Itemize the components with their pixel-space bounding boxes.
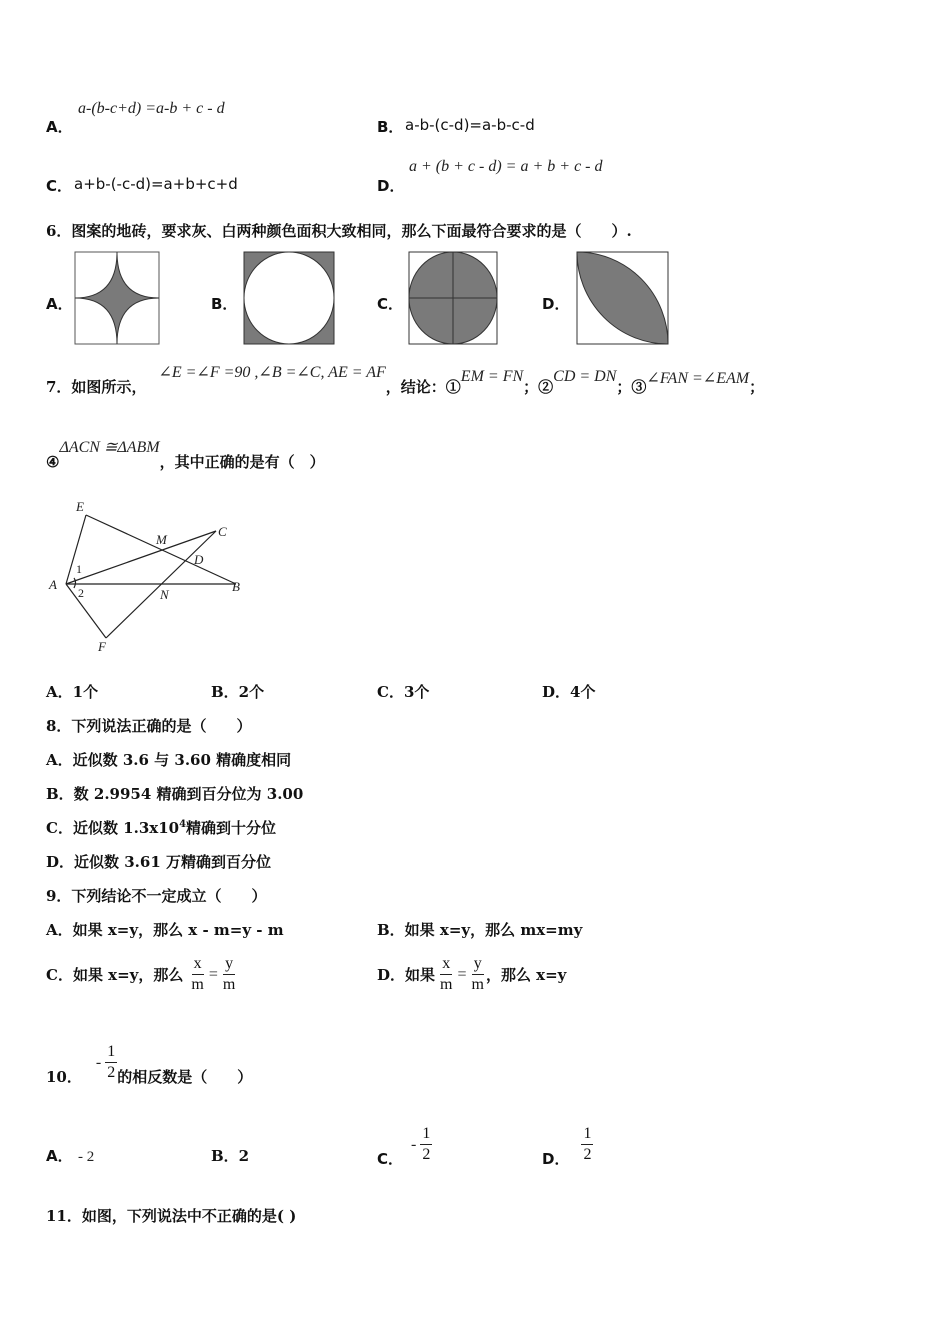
q9-option-d-post: ，那么 x=y [485, 966, 567, 984]
q5-option-a-label: A． [46, 118, 73, 136]
q6-tile-b-circle-in-square[interactable] [243, 251, 335, 345]
q8-option-c[interactable] [46, 817, 276, 838]
q7-given-conditions: ∠E =∠F =90 ,∠B =∠C, AE = AF [158, 364, 386, 381]
q7-tail: ，其中正确的是有（ ） [159, 453, 325, 471]
q9-option-c-frac-left: $\frac{x}{m}$ [191, 955, 204, 993]
q8-stem: 8．下列说法正确的是（ ） [46, 717, 252, 735]
q7-label-a: A [49, 577, 57, 592]
q5-option-b-expr: a-b-(c-d)=a-b-c-d [405, 116, 535, 134]
q10-tail: 的相反数是（ ） [117, 1068, 253, 1086]
q7-angle-1: 1 [76, 562, 82, 576]
q9-option-d-pre: D．如果 [377, 966, 436, 984]
q10-option-b[interactable]: B．2 [211, 1147, 250, 1165]
q8-option-c-post: 精确到十分位 [186, 819, 277, 837]
q7-prefix: 7．如图所示， [46, 378, 147, 396]
q6-option-b-label: B． [211, 295, 238, 313]
q9-option-c-frac-right: $\frac{y}{m}$ [222, 955, 236, 993]
q10-stem [46, 1038, 252, 1087]
q7-circle-4: ④ [46, 453, 60, 471]
q7-sep-4: ； [749, 378, 765, 396]
q7-geometry-figure [44, 494, 254, 654]
q5-option-d-label: D． [377, 177, 405, 195]
q6-option-c-label: C． [377, 295, 404, 313]
q7-option-a[interactable]: A．1个 [46, 683, 99, 701]
q8-option-b[interactable]: B．数 2.9954 精确到百分位为 3.00 [46, 785, 304, 803]
q7-conclusion-4: ΔACN ≅ΔABM [59, 439, 160, 456]
q11-stem: 11．如图，下列说法中不正确的是( ) [46, 1207, 297, 1225]
q7-conclusion-2: CD = DN [553, 368, 617, 385]
q9-option-c[interactable] [46, 954, 237, 995]
q10-option-a-value: - 2 [78, 1149, 95, 1165]
q7-sep-2: ；② [523, 378, 554, 396]
q9-stem: 9．下列结论不一定成立（ ） [46, 887, 267, 905]
q7-conclusion-1: EM = FN [460, 368, 524, 385]
q10-option-d[interactable] [542, 1120, 593, 1169]
q10-option-d-label: D． [542, 1150, 570, 1168]
q10-option-c-fraction: $\frac{1}{2}$ [422, 1125, 431, 1163]
q10-minus: - [95, 1053, 102, 1071]
q6-tile-a-four-point-star[interactable] [74, 251, 160, 345]
q10-option-c-minus: - [411, 1135, 417, 1153]
q10-fraction: $\frac{1}{2}$ [107, 1043, 116, 1081]
q5-option-d-expr: a + (b + c - d) = a + b + c - d [409, 158, 603, 175]
q10-option-a-label[interactable]: A． [46, 1147, 73, 1165]
q7-label-f: F [98, 639, 106, 654]
q8-option-a[interactable]: A．近似数 3.6 与 3.60 精确度相同 [46, 751, 292, 769]
q9-option-a[interactable]: A．如果 x=y，那么 x - m=y - m [46, 921, 284, 939]
q9-option-d-frac-left: $\frac{x}{m}$ [440, 955, 453, 993]
q7-option-b[interactable]: B．2个 [211, 683, 265, 701]
q5-option-c-expr: a+b-(-c-d)=a+b+c+d [74, 175, 238, 193]
q7-angle-2: 2 [78, 586, 84, 600]
q9-option-c-eq: = [208, 965, 218, 983]
q7-option-d[interactable]: D．4个 [542, 683, 596, 701]
q9-option-b[interactable]: B．如果 x=y，那么 mx=my [377, 921, 583, 939]
q7-conclusion-label: ，结论：① [385, 378, 461, 396]
q6-tile-c-quarter-circles[interactable] [408, 251, 498, 345]
q6-stem: 6．图案的地砖，要求灰、白两种颜色面积大致相同，那么下面最符合要求的是（ ）. [46, 222, 632, 240]
q10-option-c[interactable] [377, 1120, 432, 1169]
q9-option-d-eq: = [457, 965, 467, 983]
q6-tile-d-lens-shape[interactable] [576, 251, 669, 345]
q7-label-e: E [76, 499, 84, 514]
q8-option-d[interactable]: D．近似数 3.61 万精确到百分位 [46, 853, 271, 871]
q7-stem-line2 [46, 437, 325, 472]
q7-label-b: B [232, 579, 240, 594]
q9-option-d[interactable] [377, 954, 566, 995]
q7-label-d: D [194, 552, 204, 567]
q9-option-d-frac-right: $\frac{y}{m}$ [471, 955, 484, 993]
q5-option-b-label: B． [377, 118, 404, 136]
q6-option-d-label: D． [542, 295, 570, 313]
q7-conclusion-3: ∠FAN =∠EAM [646, 370, 750, 387]
q8-option-c-exponent: 4 [179, 819, 187, 830]
q7-label-n: N [160, 587, 169, 602]
q7-label-m: M [156, 532, 167, 547]
q6-option-a-label: A． [46, 295, 73, 313]
q7-sep-3: ；③ [616, 378, 647, 396]
q7-label-c: C [218, 524, 227, 539]
q8-option-c-pre: C．近似数 1.3x10 [46, 819, 180, 837]
q5-option-c-label: C． [46, 177, 73, 195]
q10-option-d-fraction: $\frac{1}{2}$ [583, 1125, 592, 1163]
q10-number: 10． [46, 1068, 82, 1086]
q7-option-c[interactable]: C．3个 [377, 683, 430, 701]
q10-option-c-label: C． [377, 1150, 404, 1168]
q9-option-c-pre: C．如果 x=y，那么 [46, 966, 184, 984]
q7-stem-line1 [46, 362, 764, 397]
q5-option-a-expr: a-(b-c+d) =a-b + c - d [78, 100, 225, 117]
